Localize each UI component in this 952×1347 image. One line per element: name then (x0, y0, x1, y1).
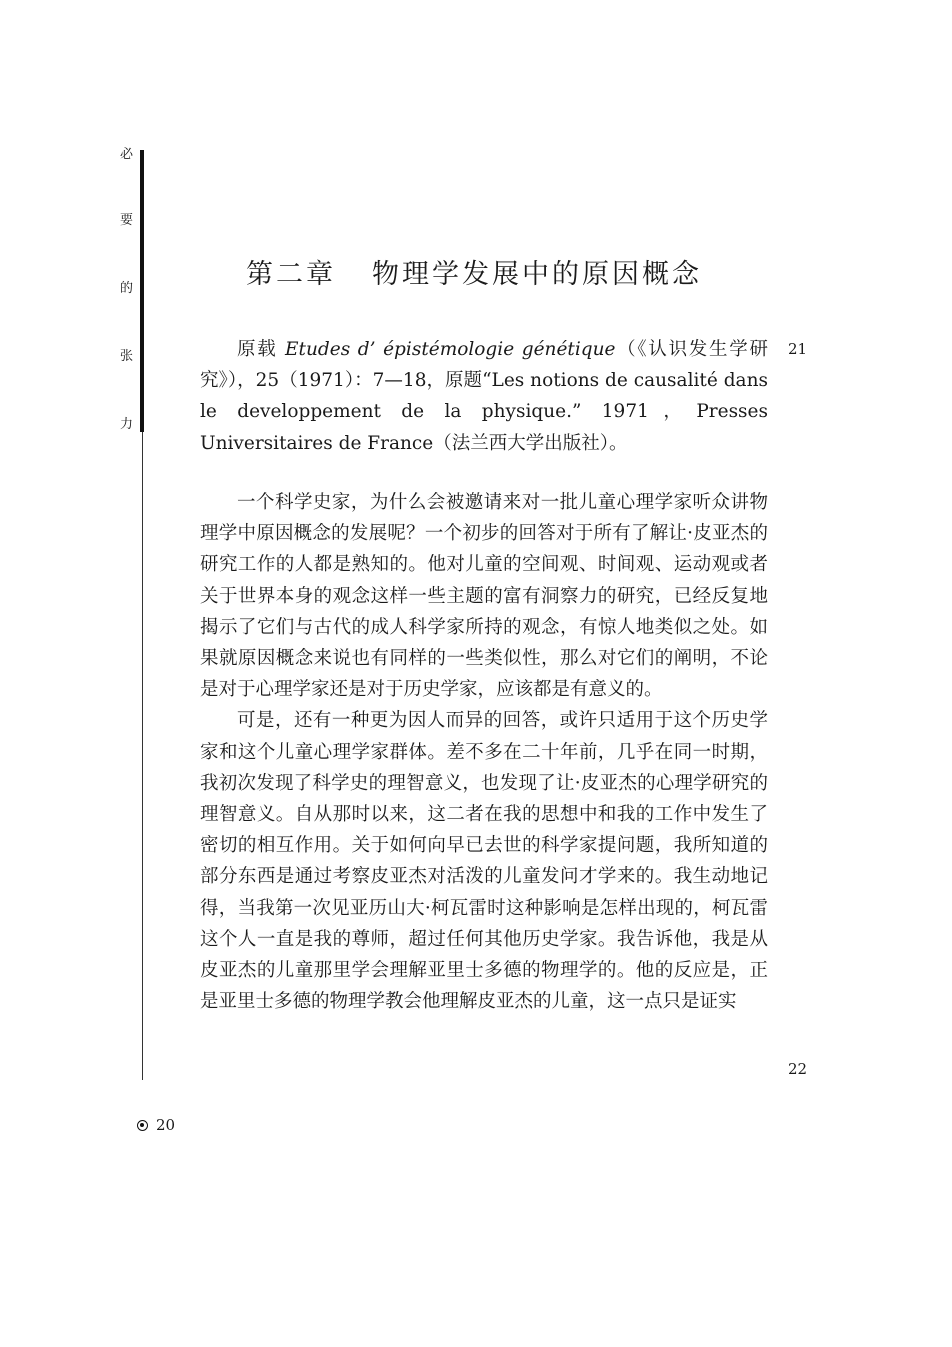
page-footer (137, 1116, 175, 1134)
running-title-char: 张 (120, 349, 134, 364)
source-details: （《认识发生学研究》），25（1971）：7—18，原题“Les notions de causalité dans le developpement de la physique.” 1971，Presses Universitaires de France（法兰西大学出版社）。 (200, 339, 768, 454)
bullseye-icon (137, 1120, 148, 1131)
side-rule-thin (142, 432, 143, 1080)
running-title-char: 力 (120, 417, 134, 432)
chapter-title: 物理学发展中的原因概念 (372, 259, 702, 290)
original-page-number: 22 (788, 1060, 808, 1078)
source-note (200, 334, 768, 459)
chapter-number: 第二章 (246, 259, 336, 290)
paragraph: 一个科学史家，为什么会被邀请来对一批儿童心理学家听众讲物理学中原因概念的发展呢？一个初步的回答对于所有了解让·皮亚杰的研究工作的人都是熟知的。他对儿童的空间观、时间观、运动观或者关于世界本身的观念这样一些主题的富有洞察力的研究，已经反复地揭示了它们与古代的成人科学家所持的观念，有惊人地类似之处。如果就原因概念来说也有同样的一些类似性，那么对它们的阐明，不论是对于心理学家还是对于历史学家，应该都是有意义的。 (200, 492, 768, 701)
running-title-char: 的 (120, 281, 134, 296)
side-rule-thick (140, 150, 144, 432)
running-title-char: 必 (120, 147, 134, 162)
running-title-char: 要 (120, 213, 134, 228)
original-page-number: 21 (788, 340, 808, 358)
journal-name: Etudes d’ épistémologie génétique (285, 339, 616, 360)
paragraph: 可是，还有一种更为因人而异的回答，或许只适用于这个历史学家和这个儿童心理学家群体。差不多在二十年前，几乎在同一时期，我初次发现了科学史的理智意义，也发现了让·皮亚杰的心理学研究的理智意义。自从那时以来，这二者在我的思想中和我的工作中发生了密切的相互作用。关于如何向早已去世的科学家提问题，我所知道的部分东西是通过考察皮亚杰对活泼的儿童发问才学来的。我生动地记得，当我第一次见亚历山大·柯瓦雷时这种影响是怎样出现的，柯瓦雷这个人一直是我的尊师，超过任何其他历史学家。我告诉他，我是从皮亚杰的儿童那里学会理解亚里士多德的物理学的。他的反应是，正是亚里士多德的物理学教会他理解皮亚杰的儿童，这一点只是证实 (200, 710, 768, 1013)
body-text (200, 487, 768, 1017)
chapter-heading (246, 252, 702, 291)
page-number: 20 (156, 1116, 176, 1134)
source-prefix: 原载 (237, 339, 286, 360)
